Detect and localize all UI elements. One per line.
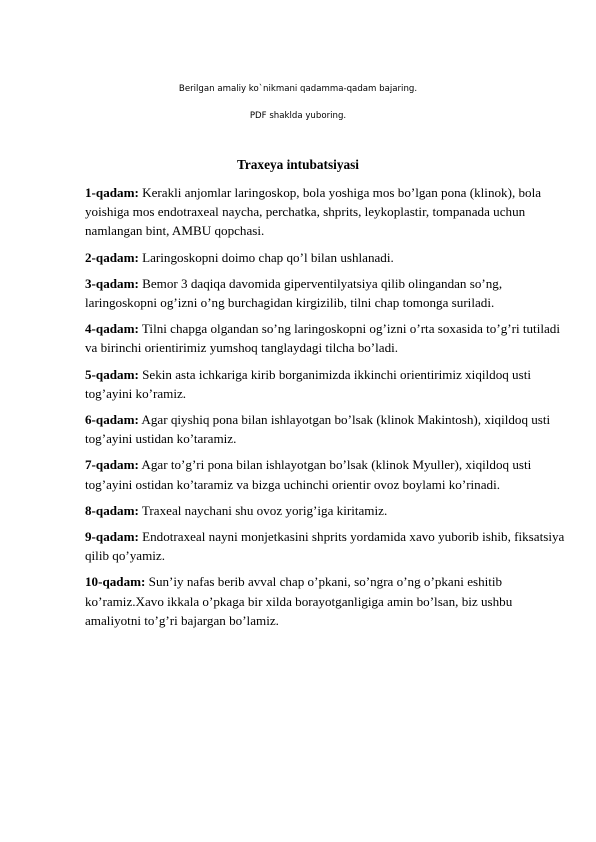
step-text: Agar qiyshiq pona bilan ishlayotgan bo’lsak (klinok Makintosh), xiqildoq usti tog’ayini ustidan ko’taramiz. [85, 412, 551, 447]
step-text: Tilni chapga olgandan so’ng laringoskopni og’izni o’rta soxasida to’g’ri tutiladi va birinchi orientirimiz yumshoq tanglaydagi tilcha bo’ladi. [85, 321, 560, 356]
instruction-line-1: Berilgan amaliy ko`nikmani qadamma-qadam bajaring. [178, 84, 418, 94]
instruction-line-2: PDF shaklda yuboring. [249, 111, 347, 121]
step-text: Agar to’g’ri pona bilan ishlayotgan bo’lsak (klinok Myuller), xiqildoq usti tog’ayini ostidan ko’taramiz va bizga uchinchi orientir ovoz boylami ko’rinadi. [85, 457, 532, 492]
step-text: Bemor 3 daqiqa davomida giperventilyatsiya qilib olingandan so’ng, laringoskopni og’izni o’ng burchagidan kirgizilib, tilni chap tomonga suriladi. [85, 275, 503, 311]
step-label: 7-qadam: [85, 457, 139, 473]
step-8 [85, 501, 565, 520]
step-2 [85, 248, 565, 267]
steps-list [85, 183, 565, 637]
step-3 [85, 274, 565, 312]
step-label: 2-qadam: [85, 249, 139, 265]
step-5 [85, 365, 565, 403]
step-text: Traxeal naychani shu ovoz yorig’iga kiritamiz. [141, 502, 388, 518]
step-label: 4-qadam: [85, 321, 139, 337]
step-label: 6-qadam: [85, 412, 139, 428]
step-text: Sun’iy nafas berib avval chap o’pkani, so’ngra o’ng o’pkani eshitib ko’ramiz.Xavo ikkala o’pkaga bir xilda borayotganligiga amin bo’lsan, biz ushbu amaliyotni to’g’ri bajargan bo’lamiz. [85, 574, 513, 628]
step-text: Sekin asta ichkariga kirib borganimizda ikkinchi orientirimiz xiqildoq usti tog’ayini ko’ramiz. [85, 366, 531, 401]
step-9 [85, 527, 565, 565]
step-1 [85, 183, 565, 241]
step-text: Laringoskopni doimo chap qo’l bilan ushlanadi. [142, 249, 394, 265]
step-label: 1-qadam: [85, 185, 139, 200]
step-label: 9-qadam: [85, 529, 139, 545]
step-text: Endotraxeal nayni monjetkasini shprits yordamida xavo yuborib ishib, fiksatsiya qilib qo’yamiz. [85, 529, 565, 564]
step-7 [85, 455, 565, 493]
step-label: 3-qadam: [85, 275, 139, 291]
step-10 [85, 572, 565, 630]
document-title: Traxeya intubatsiyasi [236, 157, 360, 172]
step-text: Kerakli anjomlar laringoskop, bola yoshiga mos bo’lgan pona (klinok), bola yoishiga mos endotraxeal naycha, perchatka, shprits, leykoplastir, tompanada uchun namlangan bint, AMBU qopchasi. [85, 185, 542, 239]
step-6 [85, 410, 565, 448]
step-label: 5-qadam: [85, 366, 139, 382]
step-label: 8-qadam: [85, 502, 139, 518]
step-label: 10-qadam: [85, 574, 146, 590]
step-4 [85, 319, 565, 357]
